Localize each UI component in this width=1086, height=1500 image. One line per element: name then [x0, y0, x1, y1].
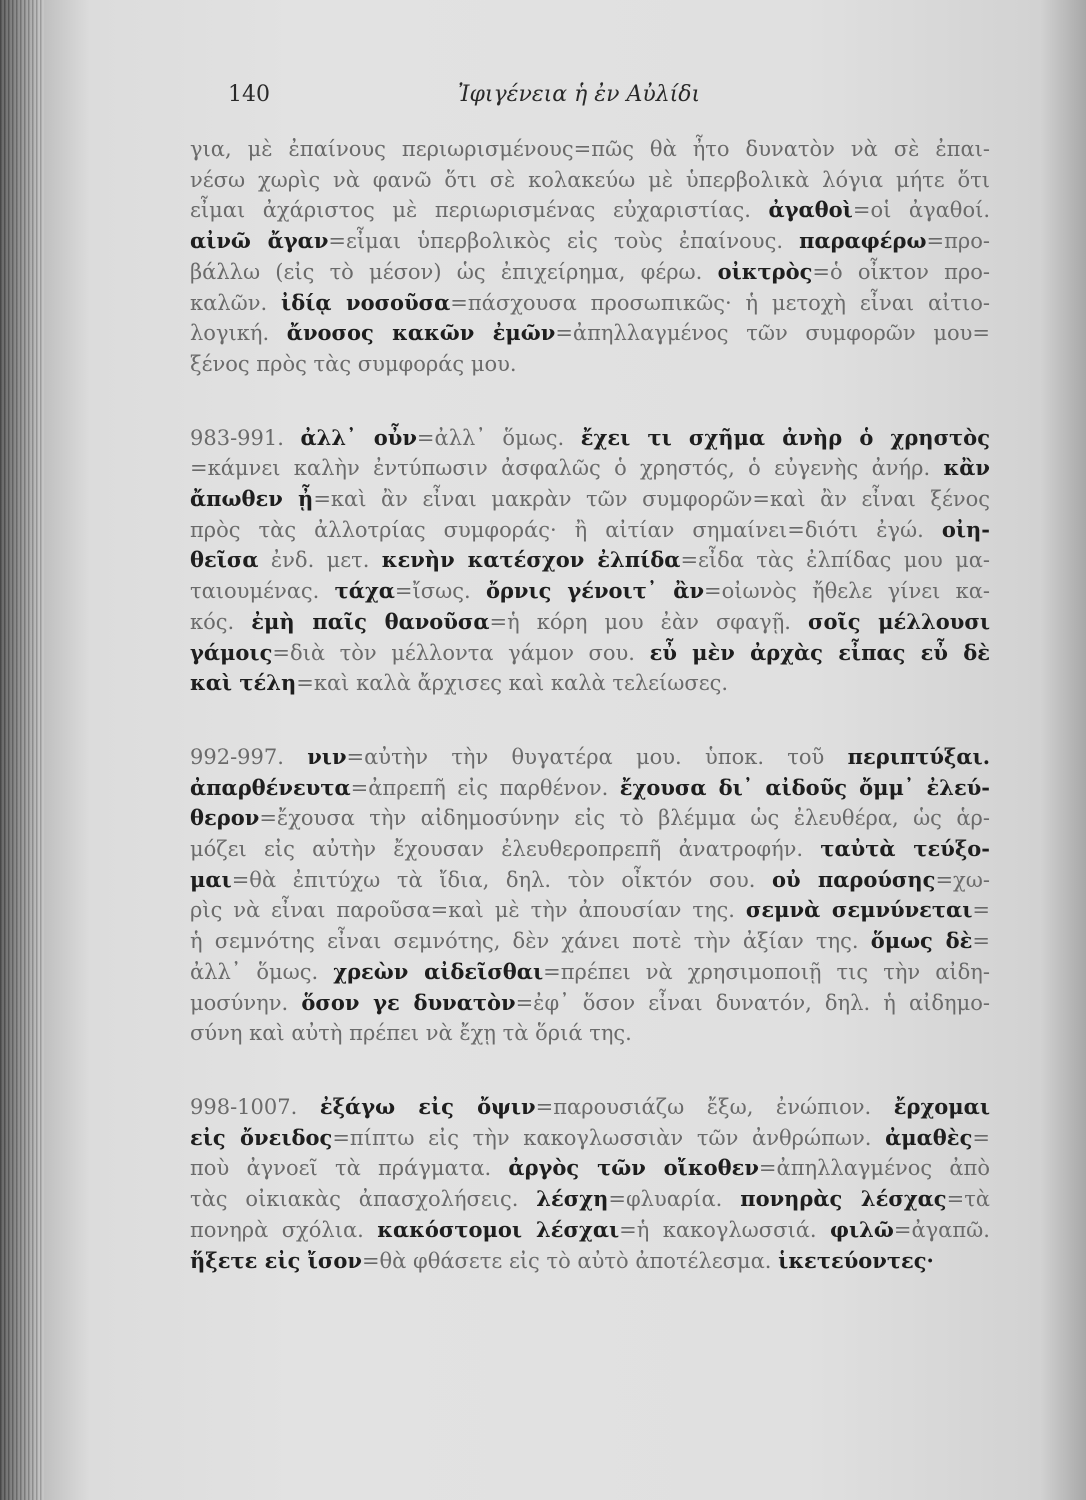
gloss: νέσω χωρὶς νὰ φανῶ ὅτι σὲ κολακεύω μὲ ὑπερβολικὰ λόγια μήτε ὅτι	[190, 167, 990, 192]
page-number: 140	[228, 82, 270, 107]
lemma: ἥξετε εἰς ἴσον	[190, 1247, 362, 1273]
lemma: ἀμαθὲς	[885, 1124, 973, 1150]
commentary-paragraph	[190, 423, 990, 699]
text-line	[190, 1184, 990, 1215]
text-line	[190, 1092, 990, 1123]
lemma: γάμοις	[190, 639, 273, 665]
commentary-paragraph	[190, 742, 990, 1049]
gloss: 992-997.	[190, 744, 308, 769]
gloss: κός.	[190, 609, 252, 634]
gloss: ρὶς νὰ εἶναι παροῦσα=καὶ μὲ τὴν ἀπουσίαν της.	[190, 898, 746, 923]
gloss: =χω-	[935, 867, 990, 892]
text-line	[190, 834, 990, 865]
gloss: =ἀγαπῶ.	[893, 1217, 990, 1242]
text-line	[190, 607, 990, 638]
gloss: ταιουμένας.	[190, 579, 335, 604]
lemma: ἀπαρθένευτα	[190, 774, 351, 800]
text-line	[190, 865, 990, 896]
text-line	[190, 484, 990, 515]
lemma: ὄρνις γένοιτ᾽ ἂν	[485, 578, 705, 604]
gloss: =ἀπρεπῆ εἰς παρθένον.	[350, 775, 620, 800]
gloss: ἐνδ. μετ.	[258, 548, 382, 573]
text-line	[190, 926, 990, 957]
gloss: βάλλω (εἰς τὸ μέσον) ὡς ἐπιχείρημα, φέρω.	[190, 259, 718, 284]
text-line	[190, 668, 990, 699]
gloss: =ἀπηλλαγμένος ἀπὸ	[758, 1156, 990, 1181]
lemma: οὐ παρούσης	[772, 866, 936, 892]
lemma: λέσχη	[536, 1186, 609, 1212]
gloss: =πίπτω εἰς τὴν κακογλωσσιὰν τῶν ἀνθρώπων.	[332, 1125, 886, 1150]
gloss: πονηρὰ σχόλια.	[190, 1217, 378, 1242]
gloss: εἶμαι ἀχάριστος μὲ περιωρισμένας εὐχαριστίας.	[190, 198, 769, 223]
gloss: 983-991.	[190, 425, 301, 450]
text-line	[190, 226, 990, 257]
commentary-paragraph	[190, 134, 990, 380]
text-line	[190, 1215, 990, 1246]
gloss: =	[972, 898, 990, 923]
gloss: μοσύνην.	[190, 990, 302, 1015]
gloss: =διὰ τὸν μέλλοντα γάμον σου.	[272, 640, 650, 665]
text-line	[190, 957, 990, 988]
text-line	[190, 165, 990, 196]
commentary-paragraph	[190, 1092, 990, 1276]
lemma: κἂν	[943, 455, 990, 481]
lemma: ἀγαθοὶ	[768, 197, 853, 223]
gloss: =ἀπηλλαγμένος τῶν συμφορῶν μου=	[555, 321, 991, 346]
gloss: =	[972, 929, 990, 954]
gloss: λογική.	[190, 321, 287, 346]
text-line	[190, 988, 990, 1019]
commentary-text	[190, 134, 990, 1276]
lemma: μαι	[190, 866, 232, 892]
gloss: =κάμνει καλὴν ἐντύπωσιν ἀσφαλῶς ὁ χρηστός, ὁ εὐγενὴς ἀνήρ.	[190, 456, 944, 481]
lemma: τάχα	[334, 578, 395, 604]
lemma: θεῖσα	[190, 547, 259, 573]
text-line	[190, 1123, 990, 1154]
gloss: =ἡ κακογλωσσιά.	[619, 1217, 830, 1242]
lemma: ὅμως δὲ	[870, 928, 973, 954]
lemma: οἰκτρὸς	[717, 258, 813, 284]
lemma: φιλῶ	[829, 1216, 894, 1242]
text-line	[190, 257, 990, 288]
gloss: =ἡ κόρη μου ἐὰν σφαγῇ.	[489, 609, 809, 634]
gloss: =ἀλλ᾽ ὅμως.	[416, 425, 581, 450]
lemma: ὅσον γε δυνατὸν	[301, 989, 516, 1015]
page-stack-edge	[0, 0, 44, 1500]
lemma: θερον	[190, 805, 260, 831]
lemma: ἔχουσα δι᾽ αἰδοῦς ὄμμ᾽ ἐλεύ-	[619, 774, 990, 800]
lemma: κενὴν κατέσχον ἐλπίδα	[381, 547, 681, 573]
gloss: =ἔχουσα τὴν αἰδημοσύνην εἰς τὸ βλέμμα ὡς ἐλευθέρα, ὡς ἁρ-	[259, 806, 990, 831]
running-title: Ἰφιγένεια ἡ ἐν Αὐλίδι	[458, 82, 701, 107]
text-line	[190, 576, 990, 607]
gloss: =προ-	[926, 229, 990, 254]
gloss: =οἱ ἀγαθοί.	[852, 198, 991, 223]
text-line	[190, 349, 990, 380]
lemma: ἔχει τι σχῆμα ἀνὴρ ὁ χρηστὸς	[580, 424, 990, 450]
gloss: τὰς οἰκιακὰς ἀπασχολήσεις.	[190, 1187, 537, 1212]
lemma: αἰνῶ ἄγαν	[190, 228, 329, 254]
gloss: 998-1007.	[190, 1094, 320, 1119]
lemma: σοῖς μέλλουσι	[808, 608, 990, 634]
text-line	[190, 638, 990, 669]
gloss: =εἶδα τὰς ἐλπίδας μου μα-	[680, 548, 991, 573]
lemma: ἱκετεύοντες·	[778, 1247, 934, 1273]
text-line	[190, 1153, 990, 1184]
lemma: ἀργὸς τῶν οἴκοθεν	[508, 1155, 759, 1181]
lemma: ἔρχομαι	[893, 1093, 990, 1119]
gloss: =φλυαρία.	[608, 1187, 741, 1212]
text-line	[190, 318, 990, 349]
gloss: =πάσχουσα προσωπικῶς· ἡ μετοχὴ εἶναι αἰτιο-	[450, 290, 990, 315]
gloss: ἡ σεμνότης εἶναι σεμνότης, δὲν χάνει ποτὲ τὴν ἀξίαν της.	[190, 929, 871, 954]
lemma: ἰδίᾳ νοσοῦσα	[281, 289, 451, 315]
page-header	[222, 82, 982, 122]
lemma: πονηρὰς λέσχας	[740, 1186, 947, 1212]
lemma: εἰς ὄνειδος	[190, 1124, 333, 1150]
lemma: ἐμὴ παῖς θανοῦσα	[251, 608, 490, 634]
lemma: ἄπωθεν ᾖ	[190, 486, 314, 512]
lemma: εὖ μὲν ἀρχὰς εἶπας εὖ δὲ	[649, 639, 991, 665]
lemma: καὶ τέλη	[190, 670, 297, 696]
text-line	[190, 803, 990, 834]
lemma: χρεὼν αἰδεῖσθαι	[333, 958, 544, 984]
gloss: =θὰ ἐπιτύχω τὰ ἴδια, δηλ. τὸν οἶκτόν σου.	[231, 867, 772, 892]
gloss: =ἐφ᾽ ὅσον εἶναι δυνατόν, δηλ. ἡ αἰδημο-	[515, 990, 990, 1015]
gloss: =καὶ καλὰ ἄρχισες καὶ καλὰ τελείωσες.	[296, 671, 729, 696]
text-line	[190, 742, 990, 773]
lemma: περιπτύξαι.	[847, 743, 990, 769]
lemma: κακόστομοι λέσχαι	[377, 1216, 620, 1242]
gloss: =θὰ φθάσετε εἰς τὸ αὐτὸ ἀποτέλεσμα.	[361, 1248, 779, 1273]
gloss: =οἰωνὸς ἤθελε γίνει κα-	[704, 579, 991, 604]
gloss: μόζει εἰς αὐτὴν ἔχουσαν ἐλευθεροπρεπῆ ἀνατροφήν.	[190, 837, 821, 862]
text-line	[190, 453, 990, 484]
gloss: ξένος πρὸς τὰς συμφοράς μου.	[190, 351, 517, 376]
gloss: =καὶ ἂν εἶναι μακρὰν τῶν συμφορῶν=καὶ ἂν εἶναι ξένος	[313, 487, 990, 512]
text-line	[190, 545, 990, 576]
gloss: ποὺ ἀγνοεῖ τὰ πράγματα.	[190, 1156, 509, 1181]
text-line	[190, 773, 990, 804]
lemma: ἀλλ᾽ οὖν	[300, 424, 417, 450]
lemma: σεμνὰ σεμνύνεται	[745, 897, 973, 923]
gloss: σύνη καὶ αὐτὴ πρέπει νὰ ἔχῃ τὰ ὅριά της.	[190, 1021, 632, 1046]
gloss: =αὐτὴν τὴν θυγατέρα μου. ὑποκ. τοῦ	[346, 744, 848, 769]
text-line	[190, 195, 990, 226]
gloss: =ὁ οἶκτον προ-	[812, 259, 990, 284]
text-line	[190, 895, 990, 926]
text-line	[190, 134, 990, 165]
lemma: ἄνοσος κακῶν ἐμῶν	[286, 320, 556, 346]
lemma: οἰη-	[941, 516, 990, 542]
gloss: =εἶμαι ὑπερβολικὸς εἰς τοὺς ἐπαίνους.	[328, 229, 800, 254]
text-line	[190, 288, 990, 319]
text-line	[190, 1246, 990, 1277]
text-line	[190, 515, 990, 546]
text-line	[190, 423, 990, 454]
gloss: =	[972, 1125, 990, 1150]
gloss: =παρουσιάζω ἔξω, ἐνώπιον.	[535, 1094, 894, 1119]
gloss: =ἴσως.	[394, 579, 486, 604]
gloss: =πρέπει νὰ χρησιμοποιῇ τις τὴν αἰδη-	[543, 959, 990, 984]
text-line	[190, 1018, 990, 1049]
gloss: πρὸς τὰς ἀλλοτρίας συμφοράς· ἢ αἰτίαν σημαίνει=διότι ἐγώ.	[190, 517, 942, 542]
gloss: =τὰ	[946, 1187, 990, 1212]
lemma: ταὐτὰ τεύξο-	[820, 836, 991, 862]
gloss: καλῶν.	[190, 290, 282, 315]
gloss: για, μὲ ἐπαίνους περιωρισμένους=πῶς θὰ ἦτο δυνατὸν νὰ σὲ ἐπαι-	[190, 137, 990, 161]
gloss: ἀλλ᾽ ὅμως.	[190, 959, 334, 984]
lemma: παραφέρω	[799, 228, 927, 254]
lemma: ἐξάγω εἰς ὄψιν	[319, 1093, 536, 1119]
lemma: νιν	[307, 743, 347, 769]
